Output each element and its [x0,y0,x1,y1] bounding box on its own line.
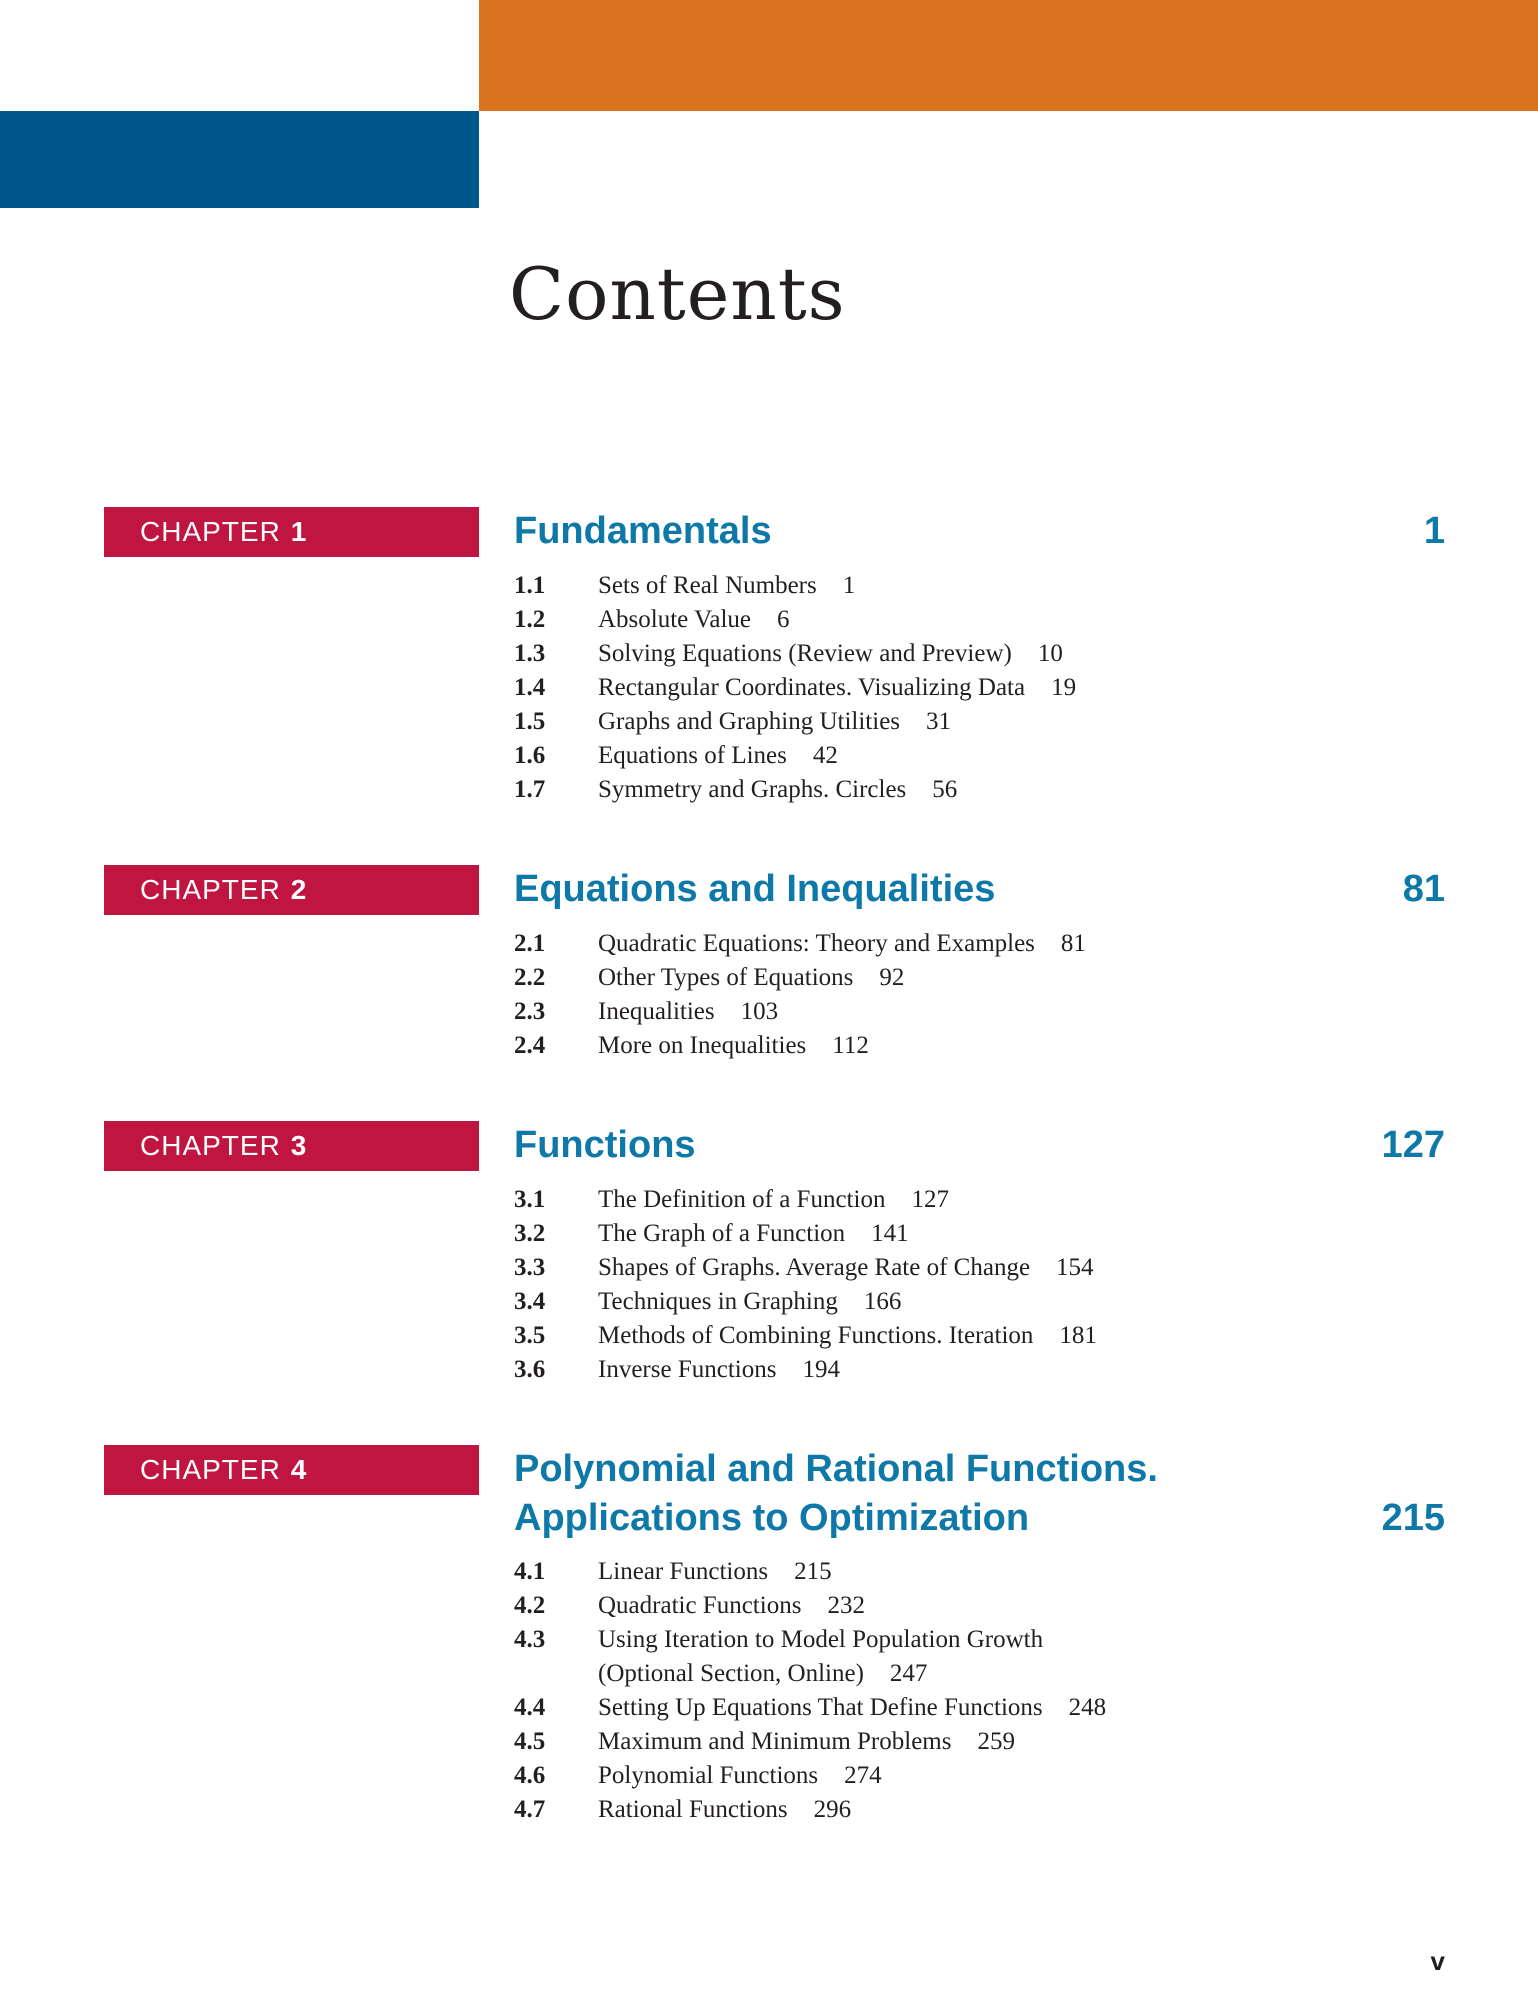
section-number: 3.4 [514,1288,546,1315]
section-row [514,1623,1445,1691]
section-row [514,1555,1445,1589]
page-title: Contents [509,252,846,336]
chapter-sections [514,569,1445,807]
section-row [514,1691,1445,1725]
section-number: 4.2 [514,1592,546,1619]
chapter-sections [514,927,1445,1063]
section-page-number: 6 [777,606,790,633]
section-title [598,1319,1445,1353]
section-number: 3.3 [514,1254,546,1281]
section-title [598,927,1445,961]
section-page-number: 103 [740,998,779,1025]
footer-page-number: v [1430,1946,1445,1976]
section-title [598,603,1445,637]
section-title [598,1251,1445,1285]
section-title-line: More on Inequalities 112 [598,1032,869,1059]
section-title-line: Methods of Combining Functions. Iteration 181 [598,1322,1097,1349]
section-title [598,1555,1445,1589]
chapter-title: Polynomial and Rational Functions. [514,1448,1158,1490]
section-number: 4.1 [514,1558,546,1585]
section-title-line: Rectangular Coordinates. Visualizing Data 19 [598,674,1077,701]
section-row [514,1183,1445,1217]
section-number: 4.6 [514,1762,546,1789]
chapter-badge-number: 3 [290,1130,308,1161]
section-page-number: 154 [1056,1254,1094,1281]
section-row [514,637,1445,671]
section-title-line: Other Types of Equations 92 [598,964,905,991]
section-number: 4.5 [514,1728,546,1755]
chapter-badge [104,1121,479,1171]
section-row [514,1029,1445,1063]
chapter-badge-number: 4 [290,1454,308,1485]
section-page-number: 215 [794,1558,832,1585]
section-title-line: Using Iteration to Model Population Growth [598,1626,1044,1653]
section-title-line: Techniques in Graphing 166 [598,1288,902,1315]
chapter-sections [514,1555,1445,1827]
chapter-heading [479,1121,1445,1170]
chapter-title-line [514,507,1445,556]
section-title [598,1285,1445,1319]
section-row [514,1725,1445,1759]
section-number: 4.7 [514,1796,546,1823]
section-title-line: The Graph of a Function 141 [598,1220,909,1247]
section-row [514,1285,1445,1319]
chapter-title: Applications to Optimization [514,1497,1030,1539]
section-row [514,927,1445,961]
section-page-number: 92 [879,964,905,991]
chapter-title-line [514,865,1445,914]
section-row [514,739,1445,773]
chapter-block [104,865,1445,1063]
section-row [514,705,1445,739]
section-row [514,1759,1445,1793]
section-title [598,995,1445,1029]
section-page-number: 10 [1037,640,1063,667]
section-page-number: 42 [812,742,838,769]
section-row [514,773,1445,807]
chapter-title-line [514,1494,1445,1543]
chapter-badge-label: CHAPTER [140,516,281,547]
section-number: 2.4 [514,1032,546,1059]
section-number: 1.1 [514,572,546,599]
section-title-line: Sets of Real Numbers 1 [598,572,856,599]
section-page-number: 19 [1051,674,1077,701]
orange-header-bar [479,0,1538,111]
section-title [598,1029,1445,1063]
chapter-badge-label: CHAPTER [140,1454,281,1485]
chapter-heading [479,507,1445,556]
section-page-number: 56 [932,776,958,803]
section-title [598,569,1445,603]
section-number: 1.4 [514,674,546,701]
chapter-heading-row [104,865,1445,915]
section-title-line: Absolute Value 6 [598,606,790,633]
section-title-line: Linear Functions 215 [598,1558,832,1585]
section-row [514,995,1445,1029]
section-page-number: 1 [842,572,856,599]
section-title [598,961,1445,995]
section-title-line: Polynomial Functions 274 [598,1762,882,1789]
section-title [598,1183,1445,1217]
section-row [514,1793,1445,1827]
chapter-badge-label: CHAPTER [140,874,281,905]
blue-header-bar [0,111,479,208]
section-page-number: 166 [863,1288,902,1315]
section-row [514,1589,1445,1623]
chapter-block [104,1121,1445,1387]
section-number: 3.6 [514,1356,546,1383]
chapters-list [104,507,1445,1885]
section-number: 2.2 [514,964,546,991]
section-title [598,671,1445,705]
section-row [514,671,1445,705]
section-title-line: Solving Equations (Review and Preview) 10 [598,640,1063,667]
section-title [598,637,1445,671]
section-title [598,1759,1445,1793]
chapter-heading [479,865,1445,914]
chapter-heading-row [104,507,1445,557]
section-number: 2.1 [514,930,546,957]
section-title-line: Inequalities 103 [598,998,779,1025]
section-row [514,1353,1445,1387]
section-title [598,1589,1445,1623]
section-title-line: Graphs and Graphing Utilities 31 [598,708,952,735]
chapter-badge [104,1445,479,1495]
section-number: 1.5 [514,708,546,735]
section-title [598,1217,1445,1251]
section-number: 1.3 [514,640,546,667]
section-page-number: 81 [1060,930,1086,957]
section-page-number: 274 [844,1762,882,1789]
section-title [598,739,1445,773]
section-title-line: Setting Up Equations That Define Functions 248 [598,1694,1107,1721]
chapter-title: Equations and Inequalities [514,868,996,910]
chapter-page-number: 81 [1402,868,1445,910]
section-number: 1.6 [514,742,546,769]
section-page-number: 259 [977,1728,1015,1755]
section-number: 1.7 [514,776,546,803]
section-page-number: 31 [926,708,952,735]
section-title [598,1793,1445,1827]
chapter-page-number: 215 [1381,1497,1445,1539]
chapter-title-line [514,1121,1445,1170]
chapter-sections [514,1183,1445,1387]
section-title [598,1623,1445,1691]
chapter-title: Functions [514,1124,696,1166]
section-title [598,1725,1445,1759]
section-page-number: 181 [1059,1322,1097,1349]
section-row [514,1319,1445,1353]
chapter-badge [104,865,479,915]
chapter-heading [479,1445,1445,1543]
section-page-number: 127 [911,1186,949,1213]
section-title-line: Equations of Lines 42 [598,742,838,769]
section-page-number: 248 [1068,1694,1107,1721]
chapter-title: Fundamentals [514,510,772,552]
section-title-line: Rational Functions 296 [598,1796,852,1823]
section-title [598,773,1445,807]
section-title-line: Maximum and Minimum Problems 259 [598,1728,1015,1755]
chapter-block [104,1445,1445,1827]
section-row [514,569,1445,603]
section-number: 4.4 [514,1694,546,1721]
section-title [598,1691,1445,1725]
section-number: 3.1 [514,1186,546,1213]
chapter-heading-row [104,1121,1445,1171]
section-title-line: Symmetry and Graphs. Circles 56 [598,776,958,803]
section-title-line: (Optional Section, Online) 247 [598,1660,928,1687]
section-row [514,1217,1445,1251]
section-page-number: 194 [802,1356,840,1383]
section-title-line: Shapes of Graphs. Average Rate of Change 154 [598,1254,1094,1281]
section-number: 2.3 [514,998,546,1025]
chapter-badge-number: 1 [290,516,308,547]
chapter-badge-label: CHAPTER [140,1130,281,1161]
section-page-number: 141 [871,1220,909,1247]
chapter-title-line [514,1445,1445,1494]
section-title-line: The Definition of a Function 127 [598,1186,949,1213]
section-page-number: 296 [813,1796,852,1823]
section-title [598,705,1445,739]
chapter-block [104,507,1445,807]
section-number: 3.2 [514,1220,546,1247]
section-row [514,961,1445,995]
chapter-badge [104,507,479,557]
chapter-badge-number: 2 [290,874,308,905]
section-number: 1.2 [514,606,546,633]
section-number: 3.5 [514,1322,546,1349]
section-page-number: 232 [827,1592,865,1619]
section-row [514,1251,1445,1285]
section-title-line: Quadratic Functions 232 [598,1592,865,1619]
section-page-number: 247 [889,1660,928,1687]
section-page-number: 112 [832,1032,869,1059]
section-title-line: Quadratic Equations: Theory and Examples 81 [598,930,1086,957]
section-row [514,603,1445,637]
section-number: 4.3 [514,1626,546,1653]
chapter-page-number: 1 [1423,510,1445,552]
section-title [598,1353,1445,1387]
chapter-heading-row [104,1445,1445,1543]
chapter-page-number: 127 [1381,1124,1445,1166]
section-title-line: Inverse Functions 194 [598,1356,840,1383]
